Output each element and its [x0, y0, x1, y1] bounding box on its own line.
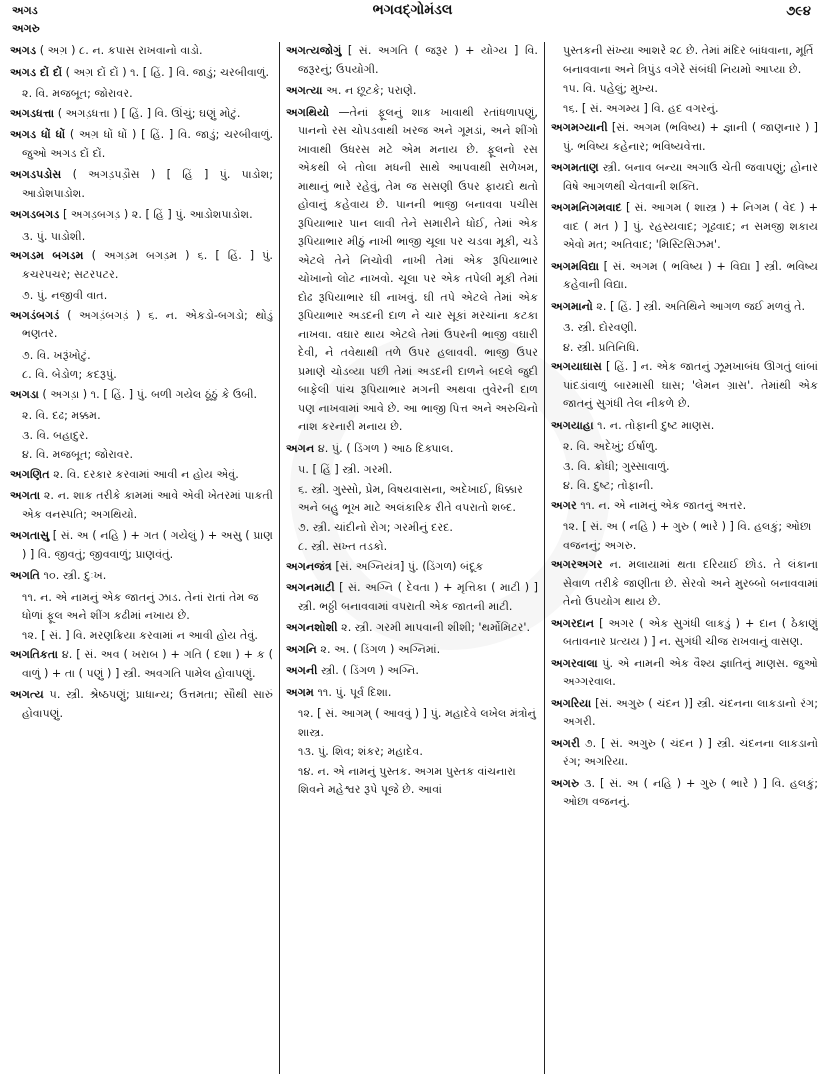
definition-text: ( અગડ઼ંબગડ઼ં ) ૬. ન. એકડો-બગડો; થોડું ભણતર. — [22, 308, 273, 340]
definition-sense — [10, 366, 273, 385]
definition-sense — [286, 743, 538, 762]
definition-text: [સં. અગ્નિયંત્ર] પું. (ડિંગળ) બંદૂક — [335, 559, 484, 573]
definition-sense — [286, 461, 538, 480]
dictionary-entry — [551, 199, 818, 255]
headword: અગયાહા — [551, 418, 594, 432]
definition-sense — [551, 438, 818, 457]
definition-text: ( અગ઼ દોં દોં ) ૧. [ હિં. ] વિ. જાડું; ચરબીવાળું. — [65, 65, 270, 79]
definition-text: [ સં. અ ( નહિ ) + ગત ( ગયેલું ) + અસુ ( પ્રાણ ) ] વિ. જીવતું; જીવવાળું; પ્રાણવંતું. — [22, 529, 273, 561]
dictionary-entry — [10, 42, 273, 61]
definition-text: ૫. સ્ત્રી. શ્રેષ્ઠપણું; પ્રાધાન્ય; ઉત્તમતા; સૌથી સારું હોવાપણું. — [22, 688, 273, 720]
headword: અગમ — [286, 685, 314, 699]
definition-text: ૭. સ્ત્રી. ચાંદીનો રોગ; ગરમીનું દરદ. — [298, 520, 453, 534]
dictionary-entry — [551, 119, 818, 156]
dictionary-entry — [10, 206, 273, 225]
definition-text: ૩. વિ. ક્રોધી; ગુસ્સાવાળું. — [563, 459, 670, 473]
definition-text: ૧૧. ન. એ નામનું એક જાતનું અત્તર. — [580, 498, 747, 512]
headword: અગનશોશી — [286, 621, 338, 634]
headword: અગતાસુ — [10, 529, 50, 542]
dictionary-entry — [10, 466, 273, 485]
definition-sense — [286, 705, 538, 742]
definition-text: ૧. ન. તોફાની દુષ્ટ માણસ. — [597, 418, 715, 432]
dictionary-entry — [551, 358, 818, 414]
dictionary-entry — [551, 556, 818, 612]
headword: અગનજંત્ર — [286, 559, 332, 573]
definition-sense — [551, 100, 818, 119]
headword: અગરઅગર — [551, 558, 603, 571]
headword: અગની — [286, 664, 318, 677]
definition-text: ૩. વિ. બહાદુર. — [22, 428, 89, 442]
dictionary-entry — [551, 615, 818, 652]
headword: અગર — [551, 498, 577, 512]
dictionary-entry — [10, 166, 273, 203]
headword: અગડંબગડં — [10, 308, 60, 322]
headword: અગડ ધોં ધોં — [10, 128, 66, 141]
definition-text: ૭. વિ. ખરૂંખોટું. — [22, 348, 91, 362]
headword: અગમવિદ્યા — [551, 259, 600, 273]
definition-text: ૮. સ્ત્રી. સખ્ત તડકો. — [298, 540, 388, 553]
definition-text: ૪. [ સં. અવ ( ખરાબ ) + ગતિ ( દશા ) + ક ( વાળું ) + તા ( પણું ) ] સ્ત્રી. અવગતિ પામેલ હોવાપણું. — [22, 648, 273, 680]
definition-text: અ. ન છૂટકે; પરાણે. — [326, 84, 417, 97]
definition-text: ( અગડ઼ા ) ૧. [ હિં. ] પું. બળી ગયેલ ઠૂંઠું કે ઉબી. — [42, 387, 258, 401]
headword: અગરી — [551, 736, 580, 750]
headword: અગનિ — [286, 642, 317, 656]
definition-text: પું. એ નામની એક વૈશ્ય જ્ઞાતિનું માણસ. જુઓ અગ્ગરવાલ. — [563, 656, 818, 688]
guide-word-first: અગડ — [12, 4, 38, 17]
definition-text: ૪. વિ. મજબૂત; જોરાવર. — [22, 448, 134, 461]
definition-text: [ અગર ( એક સુગંધી લાકડું ) + દાન ( ઠેકાણું બતાવનાર પ્રત્યય ) ] ન. સુગંધી ચીજ રાખવાનું વાસણ. — [563, 616, 818, 648]
definition-text: ૨. વિ. દઢ; મક્કમ. — [22, 409, 101, 422]
definition-text: ૪. સ્ત્રી. પ્રતિનિધિ. — [563, 340, 640, 354]
dictionary-entry — [286, 42, 538, 79]
definition-sense — [551, 339, 818, 358]
dictionary-entry — [286, 104, 538, 437]
dictionary-entry — [10, 386, 273, 405]
definition-sense — [10, 446, 273, 465]
page-header — [0, 0, 825, 40]
definition-sense — [551, 80, 818, 99]
definition-text: ૨. અ. ( ડિંગળ ) અગ્નિમાં. — [320, 642, 441, 656]
definition-text: ૪. પું. ( ડિંગળ ) આઠ દિક્પાલ. — [317, 441, 454, 455]
definition-text: [ સં. આગમ ( શાસ્ત્ર ) + નિગમ ( વેદ ) + વાદ ( મત ) ] પું. રહસ્યવાદ; ગૂઢવાદ; ન સમજી શકાય એવો મત; અતિવાદ; 'મિસ્ટિસિઝમ'. — [563, 201, 818, 251]
headword: અગડ દોં દોં — [10, 65, 63, 79]
headword: અગમતાણ — [551, 161, 599, 174]
dictionary-entry — [551, 258, 818, 295]
definition-sense — [10, 287, 273, 306]
headword: અગડ — [10, 44, 37, 57]
dictionary-entry — [10, 646, 273, 683]
definition-text: ૨. વિ. અદેખું; ઈર્ષાળુ. — [563, 440, 658, 453]
dictionary-entry — [286, 641, 538, 660]
dictionary-entry — [286, 662, 538, 681]
headword: અગડબગડ — [10, 208, 60, 221]
definition-sense — [10, 228, 273, 247]
headword: અગરદાન — [551, 616, 595, 630]
definition-text: ૨. [ હિં. ] સ્ત્રી. અતિથિને આગળ જઈ મળવું તે. — [596, 299, 806, 313]
definition-sense — [286, 763, 538, 800]
headword: અગરવાલા — [551, 656, 598, 670]
definition-text: ૪. વિ. દુષ્ટ; તોફાની. — [563, 479, 654, 492]
definition-sense — [286, 538, 538, 557]
headword: અગતા — [10, 489, 41, 502]
dictionary-entry — [551, 497, 818, 516]
definition-sense — [286, 519, 538, 538]
definition-text: [સં. અગુરુ ( ચંદન )] સ્ત્રી. ચંદનના લાકડાનો રંગ; અગરી. — [563, 696, 818, 728]
definition-sense — [551, 477, 818, 496]
definition-sense — [10, 347, 273, 366]
dictionary-entry — [551, 695, 818, 732]
definition-text: [ હિં. ] ન. એક જાતનું ઝૂમખાબંધ ઊગતું લાંબાં પાંદડાંવાળું બારમાસી ઘાસ; 'લેમન ગ્રાસ'. તેમાંથી એક જાતનું સુગંધી તેલ નીકળે છે. — [563, 360, 818, 410]
definition-text: ૨. વિ. દરકાર કરવામાં આવી ન હોય એવું. — [53, 467, 239, 481]
dictionary-entry — [551, 775, 818, 812]
headword: અગરુ — [551, 776, 580, 790]
definition-text: ( અગડ઼પડ઼ૌસ ) [ હિં ] પું. પાડોશ; આડોશપાડોશ. — [22, 168, 273, 200]
page-number: ૭૯૪ — [786, 4, 811, 19]
dictionary-title: ભગવદ્ગોમંડલ — [372, 2, 453, 18]
column-3 — [545, 42, 818, 1074]
dictionary-entry — [286, 82, 538, 101]
dictionary-entry — [10, 307, 273, 344]
headword: અગતિ — [10, 569, 40, 582]
definition-text: ૫. [ હિં ] સ્ત્રી. ગરમી. — [298, 463, 393, 476]
headword: અગમગ્યાની — [551, 121, 608, 134]
dictionary-entry — [10, 64, 273, 83]
definition-sense — [551, 458, 818, 477]
definition-text: ૭. [ સં. અગુરુ ( ચંદન ) ] સ્ત્રી. ચંદનના લાકડાનો રંગ; અગરિયા. — [563, 736, 818, 768]
headword: અગડા — [10, 387, 39, 401]
definition-text: ( અગડ઼મ બગડ઼મ ) ૬. [ હિં. ] પું. કચરપચર; સટરપટર. — [22, 249, 273, 281]
dictionary-columns — [10, 42, 818, 1074]
definition-sense — [286, 481, 538, 518]
dictionary-entry — [286, 440, 538, 459]
definition-text: [સં. અગમ (ભવિષ્ય) + જ્ઞાની ( જાણનાર ) ] પું. ભવિષ્ય કહેનાર; ભવિષ્યવેત્તા. — [563, 121, 818, 153]
headword: અગત્ય — [10, 688, 44, 701]
definition-text: ૮. વિ. બેડોળ; કદરૂપું. — [22, 368, 117, 381]
dictionary-entry — [551, 159, 818, 196]
definition-text: ન. મલાયામાં થતા દરિયાઈ છોડ. તે લંકાના સેવાળ તરીકે જાણીતા છે. સેરવો અને મુરબ્બો બનાવવામાં તેનો ઉપયોગ થાય છે. — [563, 558, 818, 608]
headword: અગમનિગમવાદ — [551, 201, 622, 214]
definition-text: ૨. વિ. મજબૂત; જોરાવર. — [22, 87, 133, 100]
definition-text: ૧૦. સ્ત્રી. દુઃખ. — [43, 569, 107, 582]
definition-text: ૨. સ્ત્રી. ગરમી માપવાની શીશી; 'થર્મોમિટર'. — [341, 621, 531, 634]
dictionary-entry — [10, 126, 273, 163]
definition-text: ૧૫. વિ. પહેલું; મુખ્ય. — [563, 82, 658, 95]
headword: અગન — [286, 441, 315, 455]
headword: અગત્યા — [286, 84, 323, 97]
column-1 — [10, 42, 280, 1074]
definition-sense — [10, 427, 273, 446]
definition-text: ૧૪. ન. એ નામનું પુસ્તક. અગમ પુસ્તક વાંચનારા શિવને મહેશ્વર રૂપે પૂજે છે. આવાં — [298, 764, 516, 796]
dictionary-entry — [10, 686, 273, 723]
definition-text: ( અગ઼ ) ૮. ન. કપાસ રાખવાનો વાડો. — [39, 44, 203, 57]
definition-sense — [10, 407, 273, 426]
definition-sense — [551, 518, 818, 555]
headword: અગરિયા — [551, 696, 592, 710]
definition-text: ૭. પું. નજીવી વાત. — [22, 289, 108, 302]
definition-text: ૧૨. [ સં. અ ( નહિ ) + ગુરુ ( ભારે ) ] વિ. હલકું; ઓછા વજનનું; અગરુ. — [563, 520, 812, 552]
definition-text: ૧૨. [ સં. ] વિ. મરણક્રિયા કરવામાં ન આવી હોય તેવું. — [22, 628, 258, 642]
headword: અગડપડોસ — [10, 168, 62, 181]
guide-word-last: અગરુ — [12, 22, 40, 35]
definition-text: ૧૧. પું. પૂર્વ દિશા. — [317, 685, 392, 699]
dictionary-entry — [286, 684, 538, 703]
definition-text: ૧૨. [ સં. આગમ્ ( આવવું ) ] પું. મહાદેવે લખેલ મંત્રોનું શાસ્ત્ર. — [298, 707, 536, 739]
definition-text: ૬. સ્ત્રી. ગુસ્સો, પ્રેમ, વિષયવાસના, અદેખાઈ, ધિક્કાર અને બહુ ભૂખ માટે અલંકારિક રીતે વપરાતો શબ્દ. — [298, 482, 523, 514]
dictionary-entry — [551, 655, 818, 692]
definition-sense — [551, 319, 818, 338]
headword: અગયાઘાસ — [551, 360, 602, 373]
headword: અગતિકતા — [10, 648, 58, 661]
definition-text: ૩. પું. પાડોશી. — [22, 229, 86, 243]
headword: અગડમ બગડમ — [10, 249, 84, 262]
definition-text: ૧૧. ન. એ નામનું એક જાતનું ઝાડ. તેનાં રાતાં તેમ જ ધોળાં ફૂલ અને શીંગ કઢીમાં નખાય છે. — [22, 590, 259, 622]
headword: અગણિત — [10, 467, 50, 481]
definition-text: [ સં. અગતિ ( જરૂર ) + યોગ્ય ] વિ. જરૂરનું; ઉપયોગી. — [298, 44, 538, 76]
definition-sense — [551, 42, 818, 79]
dictionary-entry — [551, 735, 818, 772]
definition-text: [ સં. અગમ ( ભવિષ્ય ) + વિદ્યા ] સ્ત્રી. ભવિષ્ય કહેવાની વિદ્યા. — [563, 259, 818, 291]
definition-text: —તેનાં ફૂલનું શાક ખાવાથી રતાંધળાપણું, પાનનો રસ ચોપડવાથી ખરજ અને ગૂમડાં, અને શીંગો ખાવાથી ઉધરસ મટે એમ મનાય છે. ફૂલનો રસ એકથી બે તોલા મધની સાથે આપવાથી સળેખમ, માથાનું ભારે રહેવું, તેમ જ સસણી ઉપર ફાયદો થતો હોવાનું કહેવાય છે. પાનની ભાજી બનાવવા પચીસ રૂપિયાભાર પાન લાવી તેને સમારીને ધોઈ, તેમાં એક રૂપિયાભાર મીઠું નાખી ભાજી ચૂલા પર ચડવા મૂકી, ચડે એટલે તેને નિચોવી નાખી તેમાં એક રૂપિયાભાર ચોખાનો લોટ નાખવો. ચૂલા પર એક તપેલી મૂકી તેમાં દોઢ રૂપિયાભાર ઘી નાખવું. ઘી તપે એટલે તેમાં એક રૂપિયાભાર અડદની દાળ ને ચાર સૂકાં મરચાંના કટકા નાખવા. વઘાર થાય એટલે તેમાં ઉપરની ભાજી વઘારી દેવી, ને તવેથાથી તળે ઉપર હલાવવી. ભાજી ઉપર પ્રમાણે ચોડવ્યા પછી તેમાં અડદની દાળને બદલે જુદી બાફેલી પાંચ રૂપિયાભાર મગની અથવા તુવેરની દાળ પણ નાખવામાં આવે છે. આ ભાજી પિત્ત અને અરુચિનો નાશ કરનારી મનાય છે. — [298, 105, 538, 433]
headword: અગડધત્તા — [10, 106, 55, 120]
dictionary-entry — [10, 567, 273, 586]
definition-text: ( અગડ઼ધત્તા ) [ હિં. ] વિ. ઊંચું; ઘણું મોટું. — [57, 106, 241, 120]
dictionary-entry — [551, 298, 818, 317]
definition-text: પુસ્તકની સંખ્યા આશરે ૨૮ છે. તેમાં મંદિર બાંધવાના, મૂર્તિ બનાવવાના અને ત્રિપુંડ વગેરે સંબંધી નિયમો આપ્યા છે. — [563, 44, 814, 76]
definition-sense — [10, 85, 273, 104]
definition-text: [ સં. અગ્નિ ( દેવતા ) + મૃત્તિકા ( માટી ) ] સ્ત્રી. ભઠ્ઠી બનાવવામાં વપરાતી એક જાતની માટી. — [298, 581, 538, 613]
dictionary-entry — [286, 579, 538, 616]
definition-text: ( અગ઼ ધોં ધોં ) [ હિં. ] વિ. જાડું; ચરબીવાળું. જુઓ અગડ દોં દોં. — [22, 128, 274, 160]
definition-sense — [10, 589, 273, 626]
definition-text: [ અગડ઼બગડ઼ ) ૨. [ હિં ] પું. આડોશપાડોશ. — [62, 208, 253, 221]
definition-text: ૧૩. પું. શિવ; શંકર; મહાદેવ. — [298, 745, 423, 758]
dictionary-entry — [286, 619, 538, 638]
dictionary-entry — [286, 558, 538, 577]
column-2 — [280, 42, 545, 1074]
definition-text: ૩. [ સં. અ ( નહિ ) + ગુરુ ( ભારે ) ] વિ. હલકું; ઓછા વજનનું. — [563, 776, 818, 808]
headword: અગનમાટી — [286, 581, 335, 594]
definition-text: સ્ત્રી. ( ડિંગળ ) અગ્નિ. — [321, 664, 419, 677]
headword: અગત્યજોગું — [286, 44, 342, 57]
dictionary-entry — [10, 247, 273, 284]
headword: અગમાનો — [551, 299, 593, 313]
dictionary-entry — [551, 417, 818, 436]
headword: અગથિયો — [286, 105, 330, 119]
dictionary-entry — [10, 487, 273, 524]
definition-sense — [10, 627, 273, 646]
definition-text: ૨. ન. શાક તરીકે કામમાં આવે એવી ખેતરમાં પાકતી એક વનસ્પતિ; અગથિયો. — [22, 489, 273, 521]
definition-text: ૩. સ્ત્રી. દોરવણી. — [563, 321, 638, 334]
definition-text: સ્ત્રી. બનાવ બન્યા અગાઉ ચેતી જવાપણું; હોનાર વિષે આગળથી ચેતવાની શક્તિ. — [563, 161, 818, 193]
dictionary-entry — [10, 105, 273, 124]
definition-text: ૧૬. [ સં. અગમ્ય ] વિ. હદ વગરનું. — [563, 101, 719, 115]
dictionary-entry — [10, 527, 273, 564]
